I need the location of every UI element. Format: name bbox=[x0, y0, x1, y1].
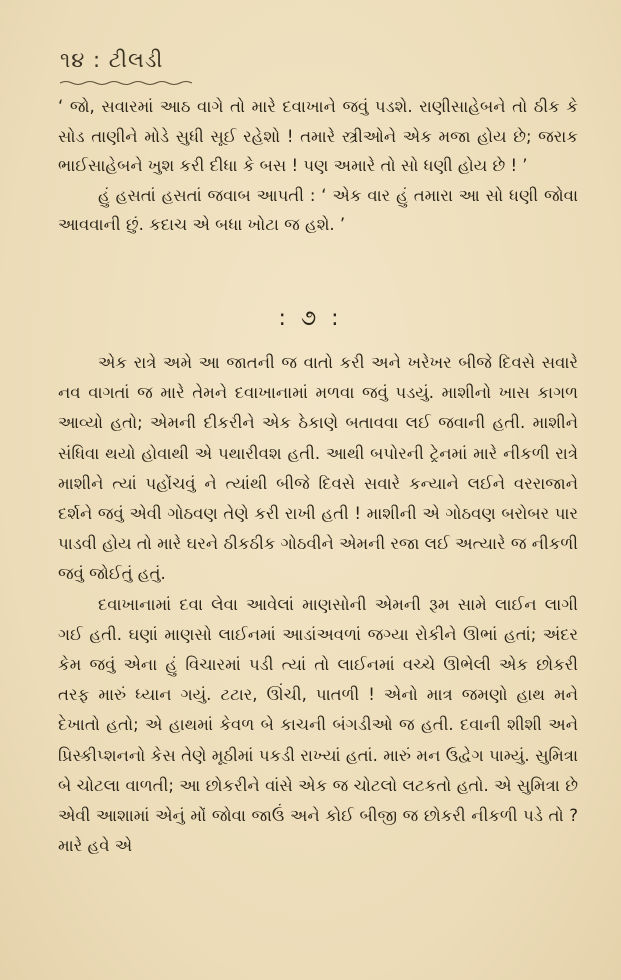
narrative-paragraph-2: દવાખાનામાં દવા લેવા આવેલાં માણસોની એમની રૂમ સામે લાઈન લાગી ગઈ હતી. ઘણાં માણસો લાઈનમાં આડાંઅવળાં જગ્યા રોકીને ઊભાં હતાં; અંદર કેમ જવું એના હું વિચારમાં પડી ત્યાં તો લાઈનમાં વચ્ચે ઊભેલી એક છોકરી તરફ મારું ધ્યાન ગયું. ટટાર, ઊંચી, પાતળી ! એનો માત્ર જમણો હાથ મને દેખાતો હતો; એ હાથમાં કેવળ બે કાચની બંગડીઓ જ હતી. દવાની શીશી અને પ્રિસ્કીપ્શનનો કેસ તેણે મૂઠીમાં પકડી રાખ્યાં હતાં. મારું મન ઉદ્વેગ પામ્યું. સુમિત્રા બે ચોટલા વાળતી; આ છોકરીને વાંસે એક જ ચોટલો લટકતો હતો. એ સુમિત્રા છે એવી આશામાં એનું મોં જોવા જાઉં અને કોઈ બીજી જ છોકરી નીકળી પડે તો ? મારે હવે એ bbox=[58, 594, 578, 856]
page-title: ૧૪ : ટીલડી bbox=[60, 48, 164, 72]
dialogue-paragraph: ‘ જો, સવારમાં આઠ વાગે તો મારે દવાખાને જવું પડશે. રાણીસાહેબને તો ઠીક કે સોડ તાણીને મોડે સુધી સૂઈ રહેશો ! તમારે સ્ત્રીઓને એક મજા હોય છે; જરાક ભાઈસાહેબને ખુશ કરી દીધા કે બસ ! પણ અમારે તો સો ધણી હોય છે ! ’ bbox=[58, 97, 578, 176]
reply-paragraph: હું હસતાં હસતાં જવાબ આપતી : ‘ એક વાર હું તમારા આ સો ધણી જોવા આવવાની છું. કદાચ એ બધા ખોટા જ હશે. ’ bbox=[58, 185, 578, 235]
section-two-text bbox=[58, 348, 578, 861]
page-header bbox=[60, 48, 163, 73]
header-underline bbox=[58, 80, 198, 86]
narrative-paragraph-1: એક રાત્રે અમે આ જાતની જ વાતો કરી અને ખરેખર બીજે દિવસે સવારે નવ વાગતાં જ મારે તેમને દવાખાનામાં મળવા જવું પડયું. માશીનો ખાસ કાગળ આવ્યો હતો; એમની દીકરીને એક ઠેકાણે બતાવવા લઈ જવાની હતી. માશીને સંધિવા થયો હોવાથી એ પથારીવશ હતી. આથી બપોરની ટ્રેનમાં મારે નીકળી રાત્રે માશીને ત્યાં પહોંચવું ને ત્યાંથી બીજે દિવસે સવારે કન્યાને લઈને વરરાજાને દર્શને જવું એવી ગોઠવણ તેણે કરી રાખી હતી ! માશીની એ ગોઠવણ બરોબર પાર પાડવી હોય તો મારે ઘરને ઠીકઠીક ગોઠવીને એમની રજા લઈ અત્યારે જ નીકળી જવું જોઈતું હતું. bbox=[58, 353, 578, 584]
chapter-section-marker: : ૭ : bbox=[278, 306, 343, 331]
section-one-text bbox=[58, 92, 578, 240]
